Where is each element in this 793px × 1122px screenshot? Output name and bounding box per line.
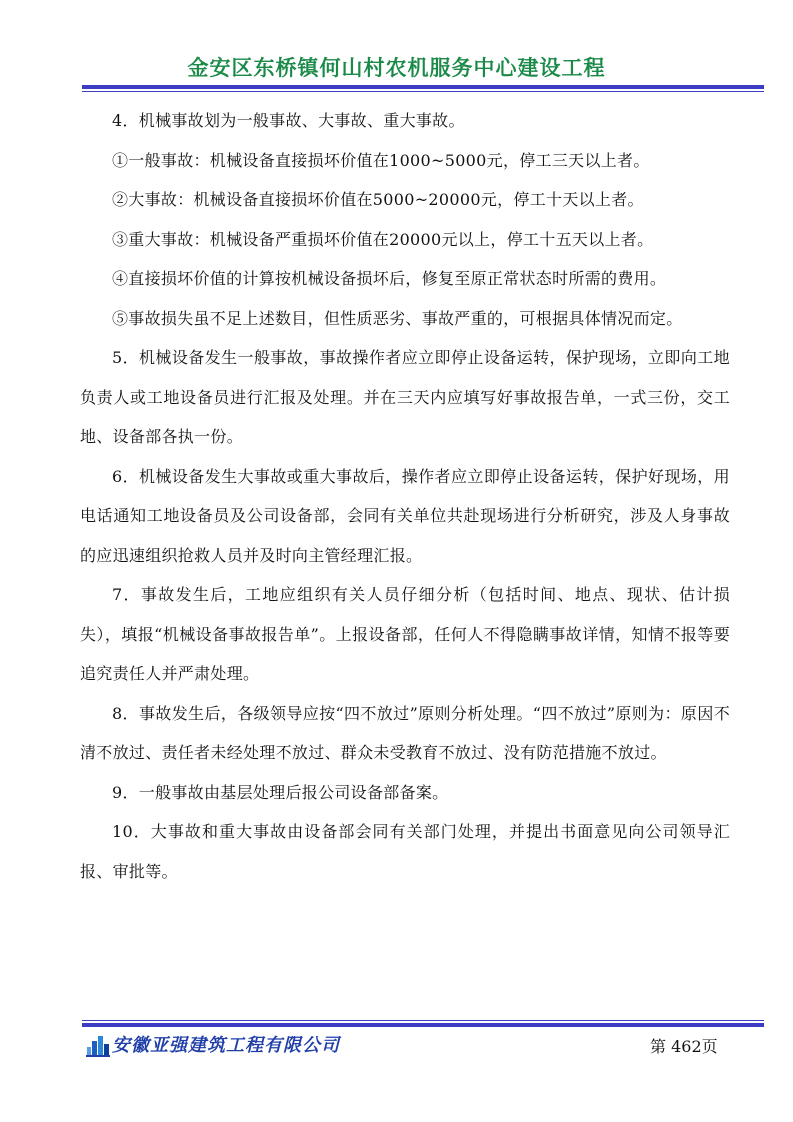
- paragraph: 6．机械设备发生大事故或重大事故后，操作者应立即停止设备运转，保护好现场，用电话通知工地设备员及公司设备部，会同有关单位共赴现场进行分析研究，涉及人身事故的应迅速组织抢救人员并及时向主管经理汇报。: [80, 466, 730, 565]
- paragraph: 10．大事故和重大事故由设备部会同有关部门处理，并提出书面意见向公司领导汇报、审批等。: [80, 822, 730, 881]
- paragraph: 5．机械设备发生一般事故，事故操作者应立即停止设备运转，保护现场，立即向工地负责人或工地设备员进行汇报及处理。并在三天内应填写好事故报告单，一式三份，交工地、设备部各执一份。: [80, 348, 730, 446]
- paragraph: 8．事故发生后，各级领导应按“四不放过”原则分析处理。“四不放过”原则为：原因不清不放过、责任者未经处理不放过、群众未受教育不放过、没有防范措施不放过。: [80, 703, 730, 762]
- footer-rule-thick: [82, 1023, 764, 1027]
- paragraph: ⑤事故损失虽不足上述数目，但性质恶劣、事故严重的，可根据具体情况而定。: [112, 308, 683, 328]
- header-title: 金安区东桥镇何山村农机服务中心建设工程: [187, 56, 606, 80]
- page-number: 第 462页: [650, 1037, 718, 1056]
- paragraph: ①一般事故：机械设备直接损坏价值在1000~5000元，停工三天以上者。: [112, 150, 650, 170]
- footer-company-name: 安徽亚强建筑工程有限公司: [112, 1035, 340, 1056]
- building-logo-icon: [86, 1033, 110, 1057]
- paragraph: ④直接损坏价值的计算按机械设备损坏后，修复至原正常状态时所需的费用。: [112, 269, 667, 288]
- paragraph: ②大事故：机械设备直接损坏价值在5000~20000元，停工十天以上者。: [112, 190, 644, 209]
- document-body: [80, 101, 730, 891]
- paragraph: 7．事故发生后，工地应组织有关人员仔细分析（包括时间、地点、现状、估计损失），填报“机械设备事故报告单”。上报设备部，任何人不得隐瞒事故详情，知情不报等要追究责任人并严肃处理。: [80, 585, 730, 683]
- paragraph: 9．一般事故由基层处理后报公司设备部备案。: [112, 782, 449, 802]
- footer-rule-thin: [82, 1020, 764, 1021]
- paragraph: 4．机械事故划为一般事故、大事故、重大事故。: [112, 111, 465, 130]
- header-rule-thin: [82, 91, 764, 92]
- paragraph: ③重大事故：机械设备严重损坏价值在20000元以上，停工十五天以上者。: [112, 229, 654, 249]
- header-rule-thick: [82, 85, 764, 89]
